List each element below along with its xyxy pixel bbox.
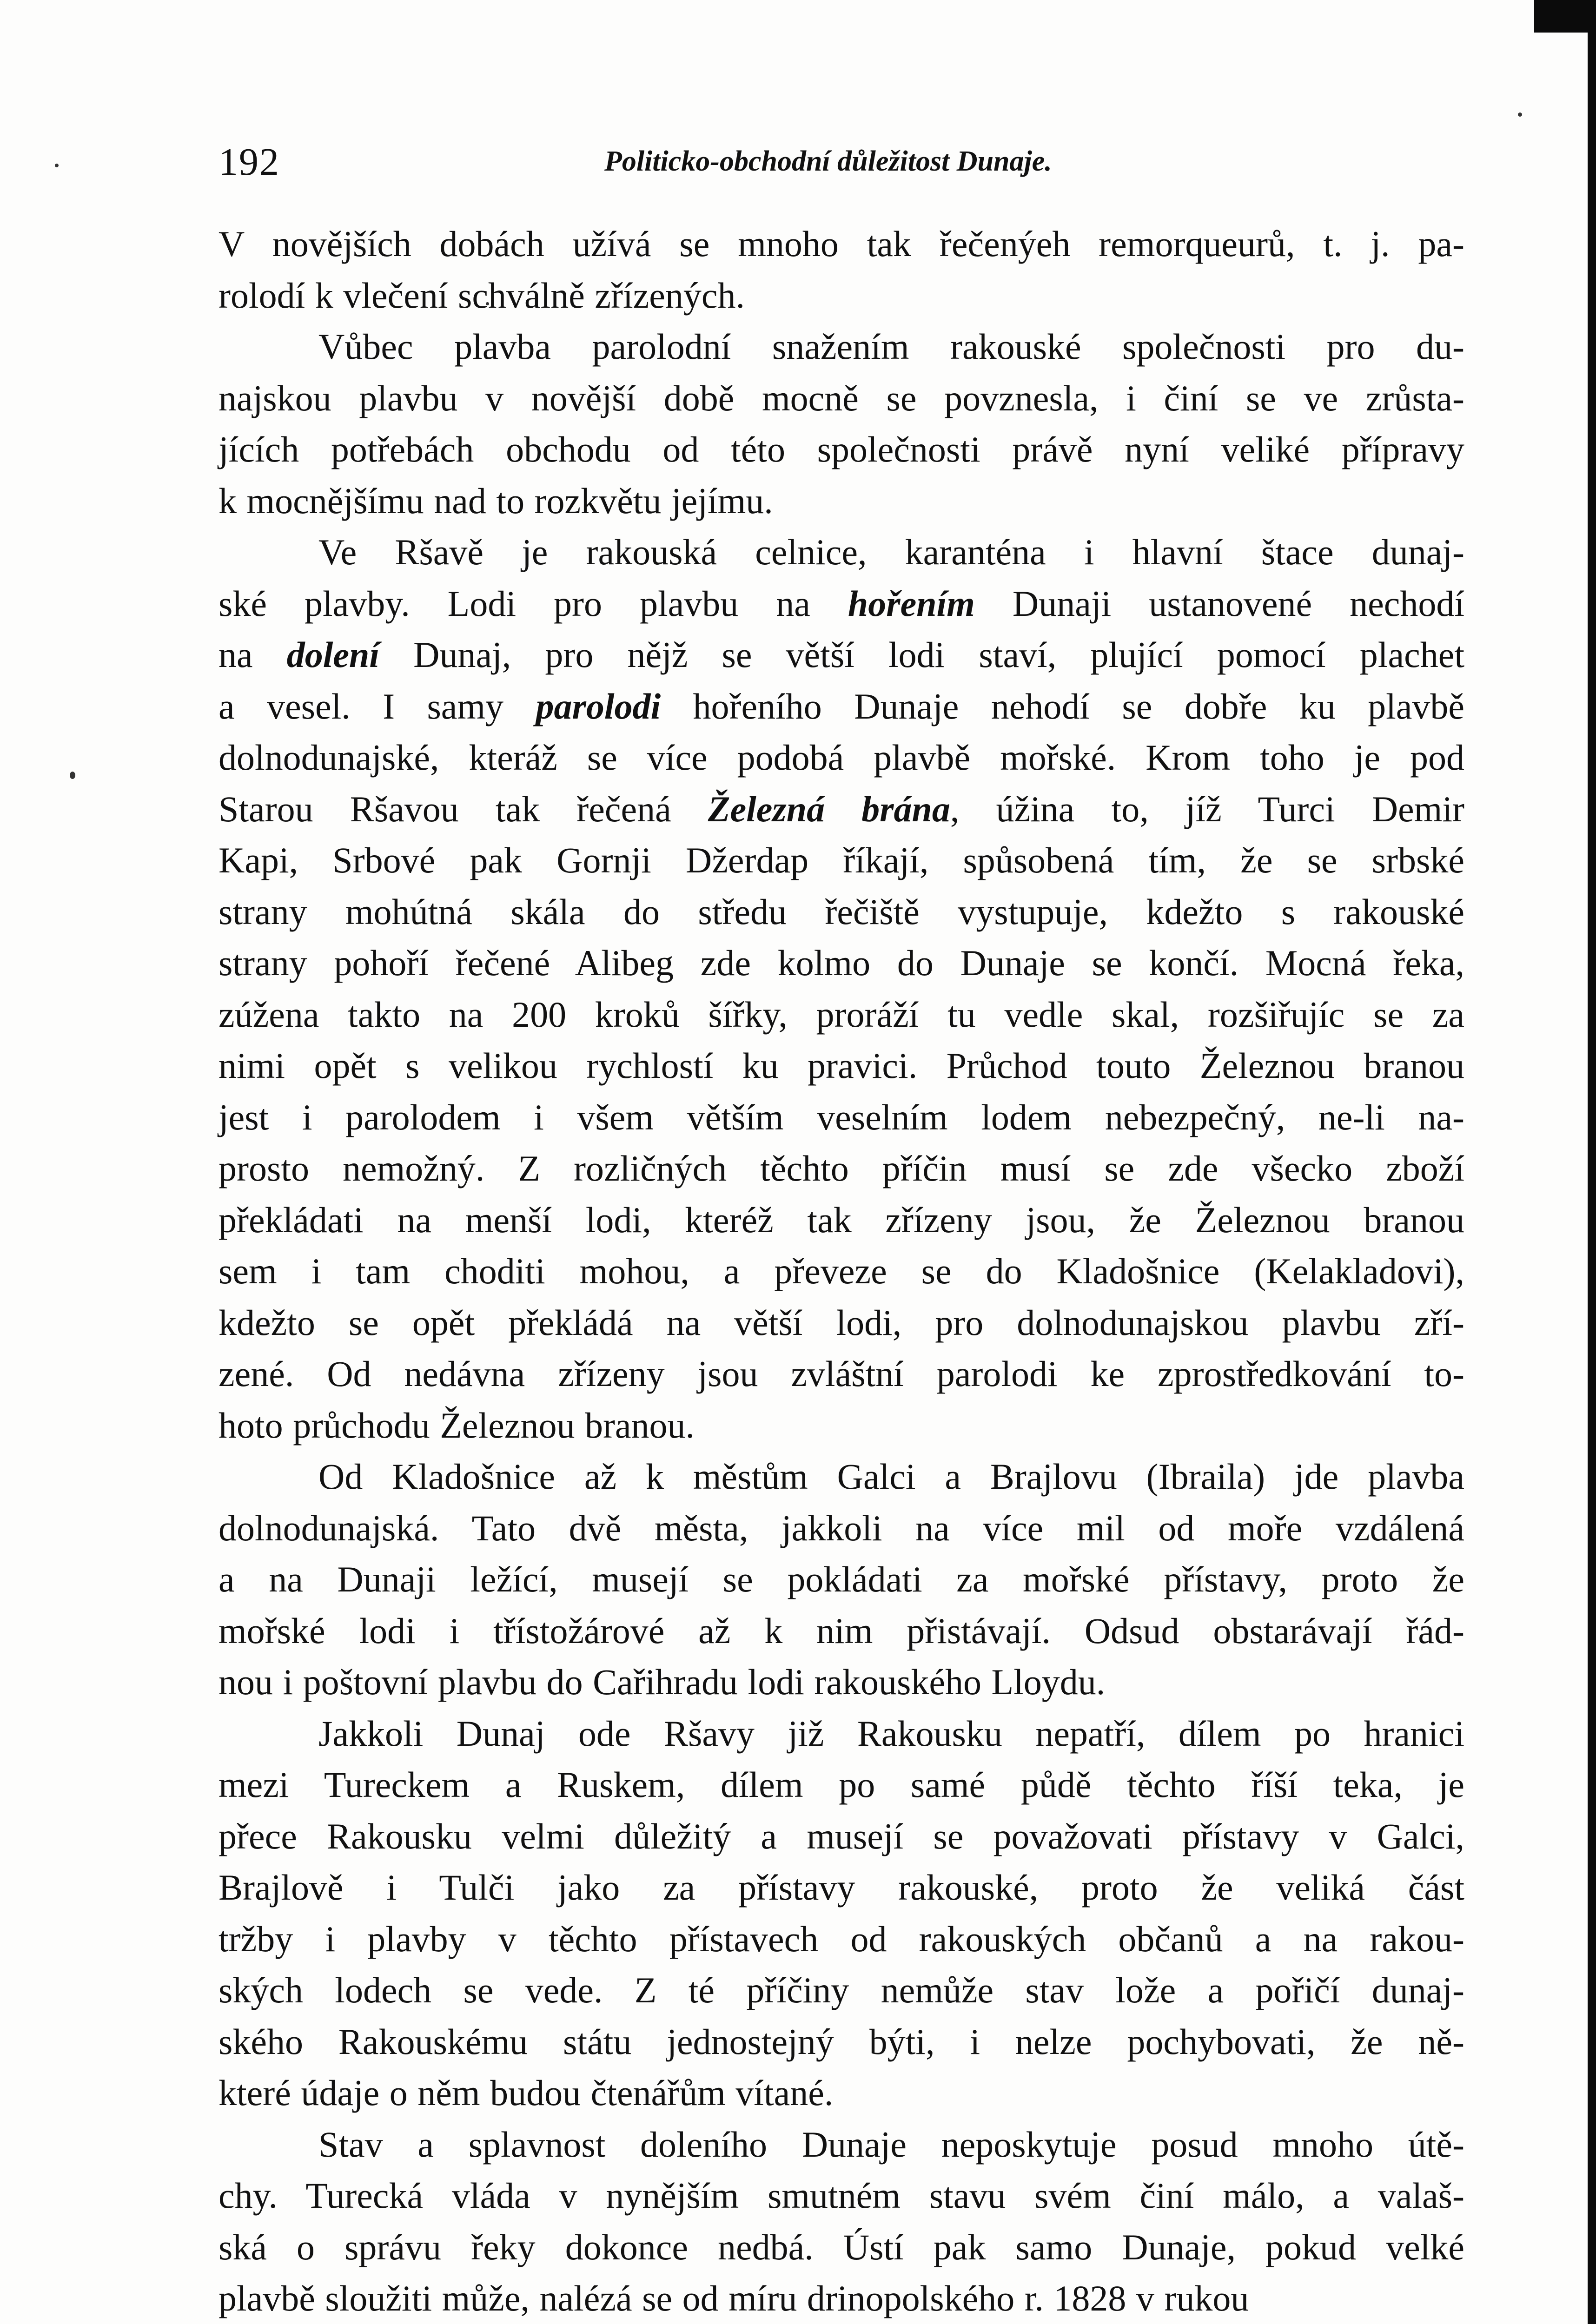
text-line: jících potřebách obchodu od této společnosti právě nyní veliké přípravy [219, 429, 1464, 469]
text-line: zené. Od nedávna zřízeny jsou zvláštní parolodi ke zprostředkování to- [219, 1353, 1464, 1394]
text-line: hoto průchodu Železnou branou. [219, 1405, 695, 1446]
text-line: strany mohútná skála do středu řečiště vystupuje, kdežto s rakouské [219, 891, 1464, 932]
text-line: k mocnějšímu nad to rozkvětu jejímu. [219, 480, 773, 521]
text-line: které údaje o něm budou čtenářům vítané. [219, 2073, 834, 2113]
body-text [219, 218, 1464, 2324]
text-line: rolodí k vlečení schválně zřízených. [219, 275, 745, 316]
text-line: chy. Turecká vláda v nynějším smutném stavu svém činí málo, a valaš- [219, 2175, 1464, 2216]
text-line: ské plavby. Lodi pro plavbu na hořením Dunaji ustanovené nechodí [219, 583, 1464, 624]
scan-speck [1518, 112, 1522, 117]
page-number: 192 [219, 140, 280, 184]
text-line: jest i parolodem i všem větším veselním lodem nebezpečný, ne-li na- [219, 1096, 1464, 1137]
text-line: Jakkoli Dunaj ode Ršavy již Rakousku nepatří, dílem po hranici [318, 1713, 1464, 1754]
text-line: kdežto se opět překládá na větší lodi, pro dolnodunajskou plavbu zří- [219, 1302, 1464, 1343]
text-line: dolnodunajská. Tato dvě města, jakkoli na více mil od moře vzdálená [219, 1507, 1464, 1548]
text-line: nimi opět s velikou rychlostí ku pravici. Průchod touto Železnou branou [219, 1045, 1464, 1086]
text-line: prosto nemožný. Z rozličných těchto příčin musí se zde všecko zboží [219, 1148, 1464, 1188]
text-line: nou i poštovní plavbu do Cařihradu lodi rakouského Lloydu. [219, 1662, 1106, 1702]
text-line: mořské lodi i třístožárové až k nim přistávají. Odsud obstarávají řád- [219, 1610, 1464, 1651]
text-line: ských lodech se vede. Z té příčiny nemůže stav lože a pořičí dunaj- [219, 1970, 1464, 2010]
text-line: zúžena takto na 200 kroků šířky, proráží tu vedle skal, rozšiřujíc se za [219, 994, 1464, 1035]
paragraph [219, 1708, 1464, 2119]
page-header [219, 139, 1464, 191]
text-line: Starou Ršavou tak řečená Železná brána, úžina to, jíž Turci Demir [219, 788, 1464, 829]
text-line: tržby i plavby v těchto přístavech od rakouských občanů a na rakou- [219, 1918, 1464, 1959]
text-line: přece Rakousku velmi důležitý a musejí se považovati přístavy v Galci, [219, 1816, 1464, 1856]
text-line: V novějších dobách užívá se mnoho tak řečenýeh remorqueurů, t. j. pa- [219, 224, 1464, 264]
paragraph [219, 218, 1464, 321]
paragraph [219, 321, 1464, 527]
text-line: strany pohoří řečené Alibeg zde kolmo do Dunaje se končí. Mocná řeka, [219, 943, 1464, 983]
text-line: Kapi, Srbové pak Gornji Džerdap říkají, spůsobená tím, že se srbské [219, 840, 1464, 880]
text-line: mezi Tureckem a Ruskem, dílem po samé půdě těchto říší teka, je [219, 1764, 1464, 1805]
scan-speck [55, 164, 59, 167]
paragraph [219, 2119, 1464, 2324]
emphasized-term: hořením [848, 583, 975, 624]
text-line: na dolení Dunaj, pro nějž se větší lodi staví, plující pomocí plachet [219, 634, 1464, 675]
text-line: sem i tam choditi mohou, a převeze se do Kladošnice (Kelakladovi), [219, 1251, 1464, 1291]
emphasized-term: Železná brána [708, 788, 950, 829]
text-line: najskou plavbu v novější době mocně se povznesla, i činí se ve zrůsta- [219, 377, 1464, 418]
text-line: Ve Ršavě je rakouská celnice, karanténa i hlavní štace dunaj- [318, 532, 1464, 572]
text-line: ského Rakouskému státu jednostejný býti, i nelze pochybovati, že ně- [219, 2021, 1464, 2062]
text-line: plavbě sloužiti může, nalézá se od míru drinopolského r. 1828 v rukou [219, 2278, 1249, 2318]
text-line: Stav a splavnost doleního Dunaje neposkytuje posud mnoho útě- [318, 2124, 1464, 2165]
text-line: překládati na menší lodi, kteréž tak zřízeny jsou, že Železnou branou [219, 1199, 1464, 1240]
scan-edge-right [1588, 0, 1596, 2324]
emphasized-term: dolení [286, 634, 380, 675]
scan-speck [70, 772, 75, 779]
text-line: a vesel. I samy parolodi hořeního Dunaje nehodí se dobře ku plavbě [219, 686, 1464, 726]
text-line: dolnodunajské, kteráž se více podobá plavbě mořské. Krom toho je pod [219, 737, 1464, 778]
text-line: ská o správu řeky dokonce nedbá. Ústí pak samo Dunaje, pokud velké [219, 2226, 1464, 2267]
paragraph [219, 1451, 1464, 1708]
text-line: Vůbec plavba parolodní snažením rakouské společnosti pro du- [318, 326, 1464, 367]
running-title: Politicko-obchodní důležitost Dunaje. [604, 145, 1052, 177]
paragraph [219, 527, 1464, 1451]
text-line: Od Kladošnice až k městům Galci a Brajlovu (Ibraila) jde plavba [318, 1456, 1464, 1497]
scan-edge-top [1534, 0, 1596, 33]
emphasized-term: parolodi [536, 686, 661, 726]
text-line: Brajlově i Tulči jako za přístavy rakouské, proto že veliká část [219, 1867, 1464, 1908]
text-line: a na Dunaji ležící, musejí se pokládati za mořské přístavy, proto že [219, 1559, 1464, 1599]
